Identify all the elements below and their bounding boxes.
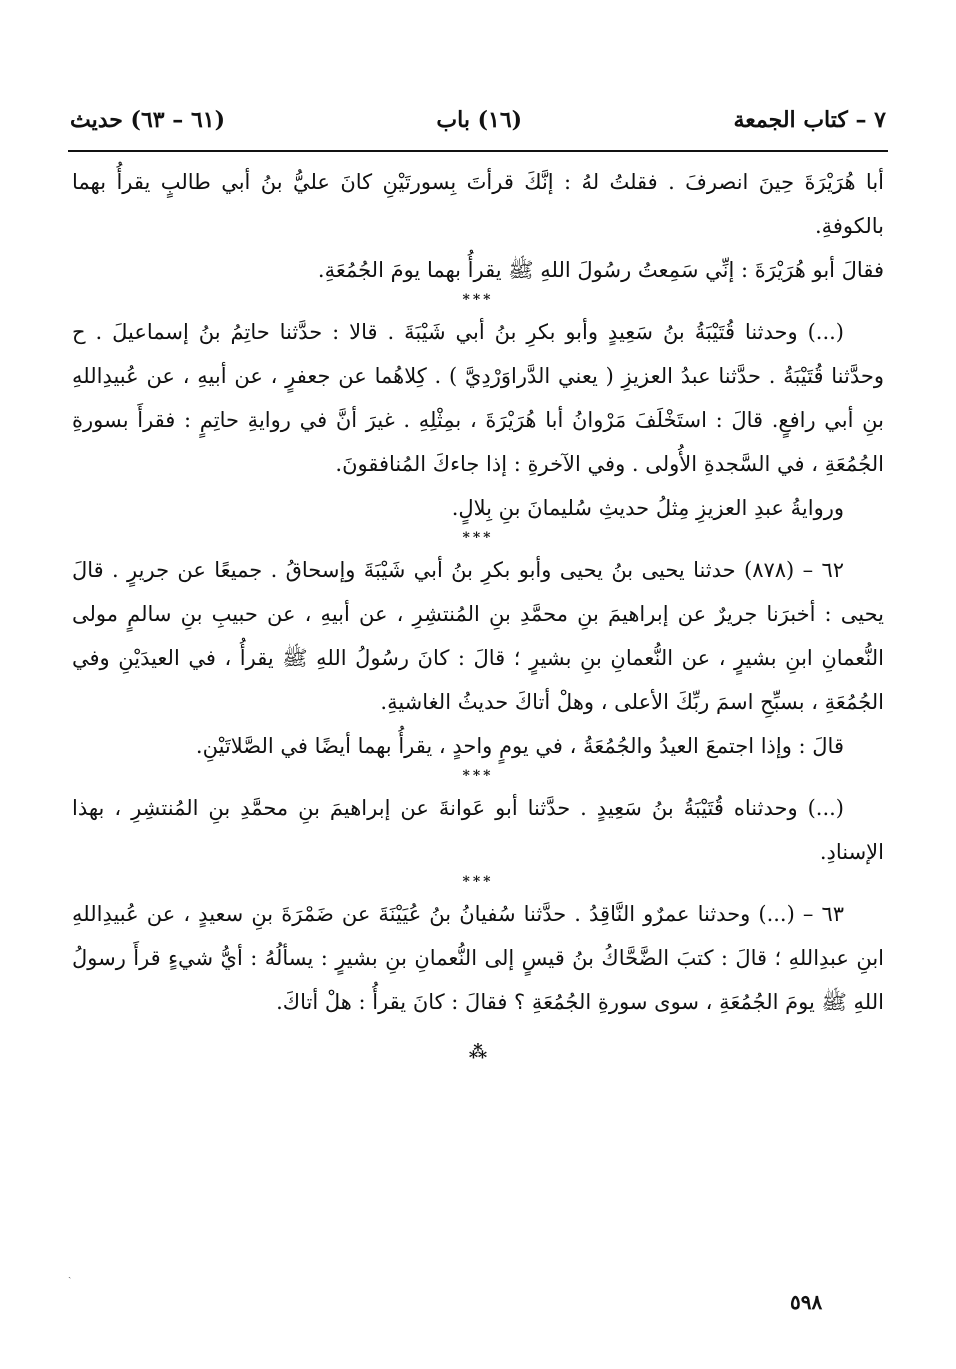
header-chapter: (١٦) باب	[436, 107, 523, 133]
text-paragraph: قالَ : وإذا اجتمعَ العيدُ والجُمُعَةُ ، في يومٍ واحدٍ ، يقرأُ بهما أيضًا في الصَّلاتَيْنِ.	[195, 734, 844, 758]
text-paragraph: فقالَ أبو هُرَيْرَةَ : إنِّي سَمِعتُ رسُولَ اللهِ ﷺ يقرأُ بهما يومَ الجُمُعَةِ.	[317, 258, 884, 282]
header-hadith-range: (٦١ – ٦٣) حديث	[70, 107, 225, 133]
section-separator: ***	[462, 874, 494, 890]
header-book-title: ٧ – كتاب الجمعة	[733, 107, 886, 133]
scan-mark: ˎ	[68, 1268, 72, 1279]
running-header	[70, 100, 886, 140]
page-number: ٥٩٨	[790, 1290, 823, 1314]
header-divider	[68, 150, 888, 152]
section-separator: ***	[462, 530, 494, 546]
text-paragraph: وروايةُ عبدِ العزيزِ مِثلُ حديثِ سُليمانَ بنِ بِلالٍ.	[451, 496, 844, 520]
text-paragraph: ٦٢ – (٨٧٨) حدثنا يحيى بنُ يحيى وأبو بكرِ بنُ أبي شَيْبَةَ وإسحاقُ . جميعًا عن جريرٍ . قالَ يحيى : أخبرَنا جريرٌ عن إبراهيمَ بنِ محمَّدِ بنِ المُنتشِرِ ، عن أبيهِ ، عن حبيبِ بنِ سالمٍ مولى النُّعمانِ ابنِ بشيرٍ ، عن النُّعمانِ بنِ بشيرٍ ؛ قالَ : كانَ رسُولُ اللهِ ﷺ يقرأُ ، في العيدَيْنِ وفي الجُمُعَةِ ، بسبِّحِ اسمَ ربِّكَ الأعلى ، وهلْ أتاكَ حديثُ الغاشيةِ.	[72, 558, 884, 714]
section-separator: ***	[462, 768, 494, 784]
text-paragraph: (...) وحدثناه قُتَيْبَةُ بنُ سَعِيدٍ . حدَّثنا أبو عَوانةَ عن إبراهيمَ بنِ محمَّدِ بنِ المُنتشِرِ ، بهذا الإسنادِ.	[72, 796, 884, 864]
hadith-text-body	[72, 160, 884, 1068]
text-paragraph: ٦٣ – (...) وحدثنا عمرٌو النَّاقِدُ . حدَّثنا سُفيانُ بنُ عُيَيْنَةَ عن ضَمْرَةَ بنِ سعيدٍ ، عن عُبيدِاللهِ ابنِ عبدِاللهِ ؛ قالَ : كتبَ الضَّحَّاكُ بنُ قيسٍ إلى النُّعمانِ بنِ بشيرٍ : يسألُهُ : أيُّ شيءٍ قرأَ رسولُ اللهِ ﷺ يومَ الجُمُعَةِ ، سوى سورةِ الجُمُعَةِ ؟ فقالَ : كانَ يقرأُ : هلْ أتاكَ.	[72, 902, 884, 1014]
section-separator: ***	[462, 292, 494, 308]
text-paragraph: (...) وحدثنا قُتَيْبَةُ بنُ سَعِيدٍ وأبو بكرِ بنُ أبي شَيْبَةَ . قالا : حدَّثنا حاتِمُ بنُ إسماعيلَ . ح وحدَّثنا قُتَيْبَةُ . حدَّثنا عبدُ العزيزِ ( يعني الدَّراوَرْدِيَّ ) . كِلاهُما عن جعفرٍ ، عن أبيهِ ، عن عُبيدِاللهِ بنِ أبي رافعٍ. قالَ : استَخْلَفَ مَرْوانُ أبا هُرَيْرَةَ ، بمِثْلِهِ . غيرَ أنَّ في روايةِ حاتِمٍ : فقرأَ بسورةِ الجُمُعَةِ ، في السَّجدةِ الأُولى . وفي الآخرةِ : إذا جاءكَ المُنافقونَ.	[72, 320, 884, 476]
text-paragraph: أبا هُرَيْرَةَ حِينَ انصرفَ . فقلتُ لهُ : إنَّكَ قرأتَ بِسورتَيْنِ كانَ عليُّ بنُ أبي طالبٍ يقرأُ بهما بالكوفةِ.	[72, 170, 884, 238]
end-ornament: ⁂	[468, 1042, 488, 1063]
